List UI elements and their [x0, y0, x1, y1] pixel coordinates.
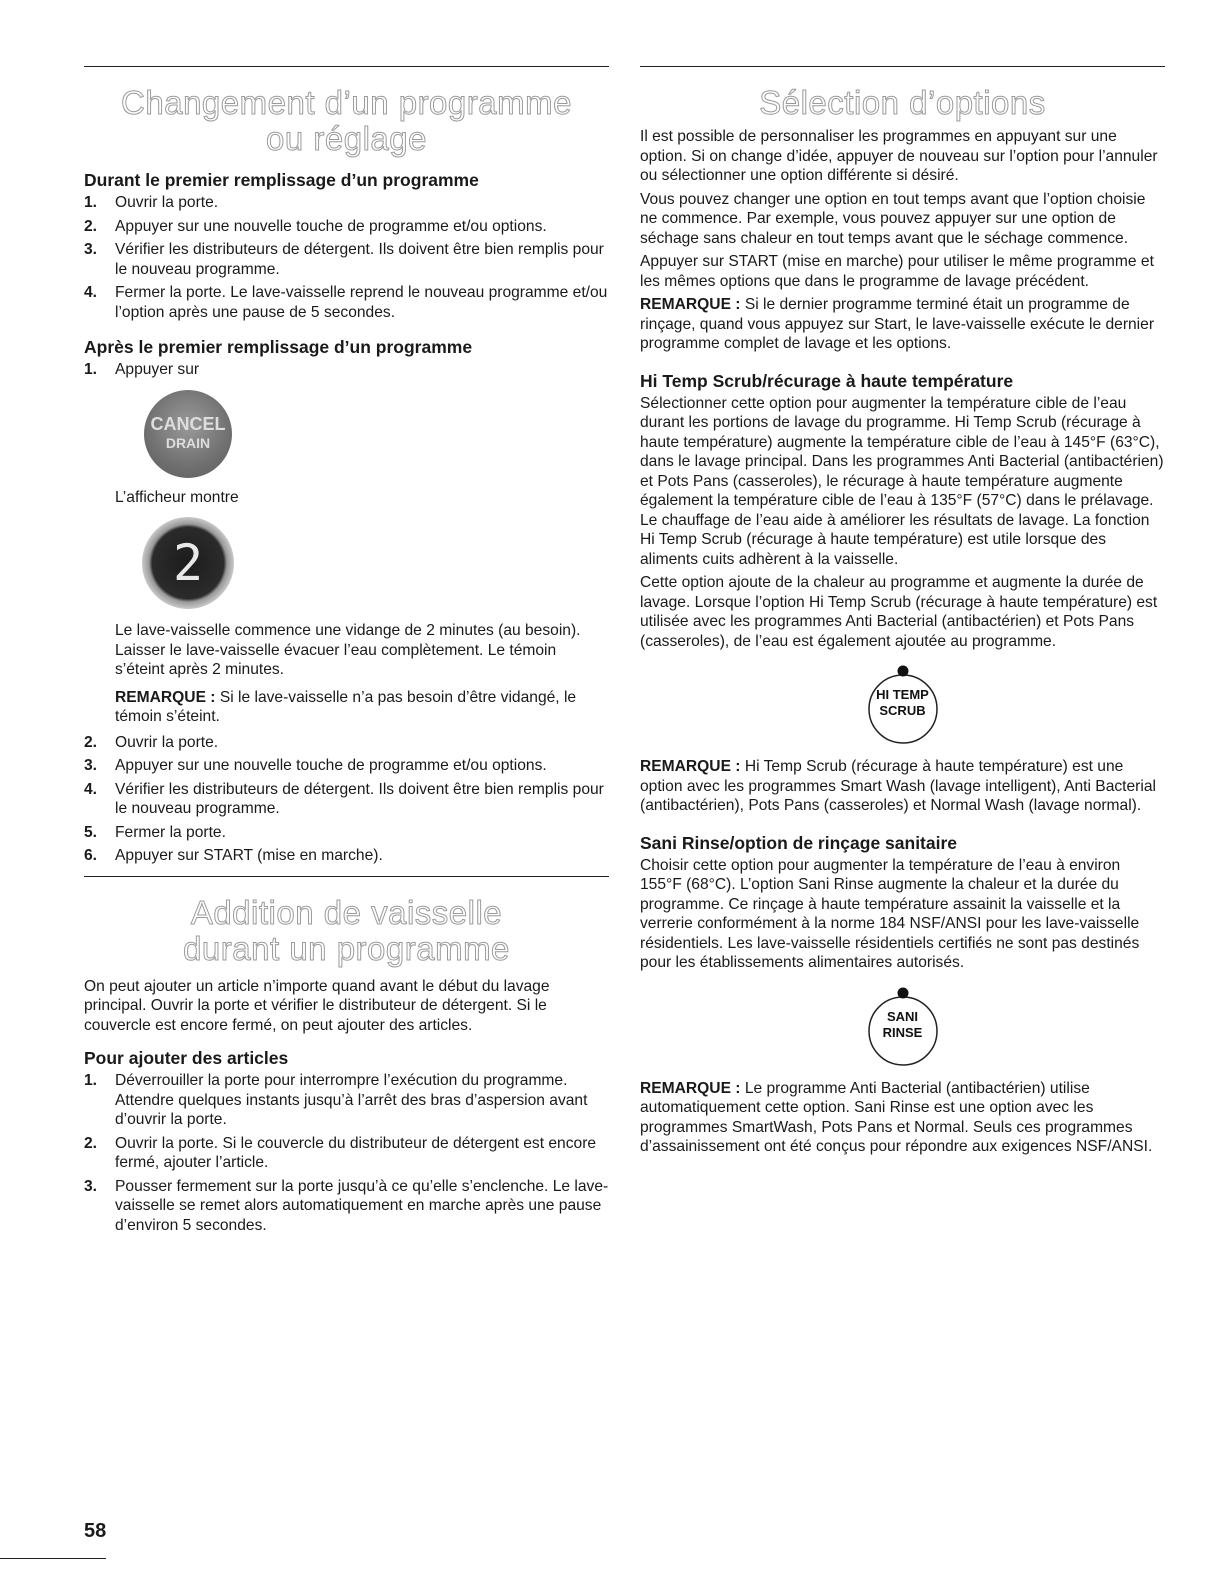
step-text: Ouvrir la porte.	[115, 733, 219, 751]
steps-list-after-start	[84, 360, 609, 380]
list-item	[84, 193, 609, 213]
list-item	[84, 240, 609, 279]
list-item	[84, 1071, 609, 1130]
page-number: 58	[84, 1520, 107, 1542]
heading-add-items: Pour ajouter des articles	[84, 1048, 289, 1068]
list-item	[84, 823, 609, 843]
step-text: Vérifier les distributeurs de détergent. Ils doivent être bien remplis pour le nouveau programme.	[115, 241, 604, 278]
list-item	[84, 756, 609, 776]
add-dishes-intro: On peut ajouter un article n’importe quand avant le début du lavage principal. Ouvrir la porte et vérifier le distributeur de détergent. Si le couvercle est encore fermé, on peut ajouter des articles.	[84, 977, 550, 1034]
list-item	[84, 846, 609, 866]
step-number: 1.	[84, 194, 98, 211]
title-line-2: durant un programme	[183, 929, 510, 967]
drain-label: DRAIN	[165, 434, 211, 451]
step-number: 1.	[84, 1072, 98, 1089]
list-item	[84, 733, 609, 753]
sani-label: SANI	[886, 1008, 919, 1024]
scrub-label: SCRUB	[879, 703, 926, 718]
list-item	[84, 360, 609, 380]
hi-temp-paragraph-2: Cette option ajoute de la chaleur au programme et augmente la durée de lavage. Lorsque l’option Hi Temp Scrub (récurage à haute température) est utilisée avec les programmes Anti Bacterial (antibactérien) et Pots Pans (casseroles), de l’eau est également ajoutée au programme.	[640, 574, 1158, 650]
remark-label: REMARQUE :	[115, 688, 216, 706]
display-shows-text: L’afficheur montre	[115, 488, 239, 506]
sani-rinse-paragraph: Choisir cette option pour augmenter la température de l’eau à environ 155°F (68°C). L’option Sani Rinse augmente la chaleur et la durée du programme. Ce rinçage à haute température assainit la vaisselle et la verrerie conformément à la norme 184 NSF/ANSI pour les lave-vaisselle résidentiels. Les lave-vaisselle résidentiels certifiés ne sont pas destinés pour les établissements alimentaires autorisés.	[640, 856, 1140, 971]
options-paragraph-2: Vous pouvez changer une option en tout temps avant que l’option choisie ne commence. Par exemple, vous pouvez appuyer sur une option de séchage sans chaleur en tout temps avant que le séchage commence.	[640, 190, 1146, 247]
step-number: 2.	[84, 733, 98, 751]
step-number: 6.	[84, 847, 98, 864]
step-number: 4.	[84, 780, 98, 798]
hi-temp-paragraph-1: Sélectionner cette option pour augmenter la température cible de l’eau durant les portions de lavage du programme. Hi Temp Scrub (récurage à haute température) augmente la température cible de l’eau à 145°F (63°C), dans le lavage principal. Dans les programmes Anti Bacterial (antibactérien) et Pots Pans (casseroles), le récurage à haute température augmente également la température cible de l’eau à 135°F (57°C) dans le prélavage. Le chauffage de l’eau aide à améliorer les résultats de lavage. La fonction Hi Temp Scrub (récurage à haute température) est utile lorsque des aliments cuits adhèrent à la vaisselle.	[640, 394, 1164, 568]
title-line-1: Addition de vaisselle	[190, 893, 503, 931]
remark-label: REMARQUE :	[640, 296, 741, 313]
step-text: Appuyer sur une nouvelle touche de programme et/ou options.	[115, 217, 547, 235]
step-text: Fermer la porte. Le lave-vaisselle reprend le nouveau programme et/ou l’option après une pause de 5 secondes.	[115, 284, 608, 321]
list-item	[84, 780, 609, 819]
hi-temp-label: HI TEMP	[876, 687, 929, 702]
step-text: Appuyer sur	[115, 361, 200, 378]
remark-text: Hi Temp Scrub (récurage à haute température) est une option avec les programmes Smart Wash (lavage intelligent), Anti Bacterial (antibactérien), Pots Pans (casseroles) et Normal Wash (lavage normal).	[640, 758, 1156, 814]
rinse-label: RINSE	[882, 1024, 923, 1040]
list-item	[84, 283, 609, 322]
divider-rule-left	[84, 876, 609, 877]
list-item	[84, 1134, 609, 1173]
hi-temp-scrub-button-icon	[862, 665, 944, 747]
list-item	[84, 217, 609, 237]
display-digit: 2	[172, 534, 204, 592]
step-text: Ouvrir la porte. Si le couvercle du distributeur de détergent est encore fermé, ajouter l’article.	[115, 1134, 597, 1171]
remark-drain	[84, 688, 609, 727]
list-item	[84, 1177, 609, 1236]
left-column	[84, 66, 609, 1239]
remark-text: Si le lave-vaisselle n’a pas besoin d’être vidangé, le témoin s’éteint.	[115, 688, 577, 725]
step-number: 3.	[84, 241, 98, 258]
remark-sani-rinse	[640, 1079, 1165, 1157]
top-rule-right	[640, 66, 1165, 67]
drain-description: Le lave-vaisselle commence une vidange de 2 minutes (au besoin). Laisser le lave-vaisselle évacuer l’eau complètement. Le témoin s’éteint après 2 minutes.	[115, 622, 581, 678]
remark-hi-temp	[640, 757, 1165, 816]
steps-list-after	[84, 733, 609, 866]
title-line-1: Changement d’un programme	[121, 84, 572, 121]
cancel-label: CANCEL	[150, 413, 226, 434]
sani-rinse-button-icon	[862, 987, 944, 1069]
step-number: 5.	[84, 823, 98, 841]
steps-list-add	[84, 1071, 609, 1235]
remark-label: REMARQUE :	[640, 1079, 741, 1097]
step-text: Pousser fermement sur la porte jusqu’à ce qu’elle s’enclenche. Le lave-vaisselle se remet alors automatiquement en marche après une pause d’environ 5 secondes.	[115, 1177, 609, 1234]
heading-first-fill-after: Après le premier remplissage d’un programme	[84, 337, 473, 357]
step-number: 1.	[84, 361, 98, 378]
remark-text: Si le dernier programme terminé était un programme de rinçage, quand vous appuyez sur Start, le lave-vaisselle exécute le dernier programme complet de lavage et les options.	[640, 296, 1155, 352]
digit-display-icon	[142, 517, 234, 609]
options-paragraph-3: Appuyer sur START (mise en marche) pour utiliser le même programme et les mêmes options que dans le programme de lavage précédent.	[640, 253, 1154, 290]
remark-last-program	[640, 295, 1165, 354]
step-number: 2.	[84, 1134, 98, 1152]
step-text: Appuyer sur START (mise en marche).	[115, 847, 383, 864]
step-text: Déverrouiller la porte pour interrompre l’exécution du programme. Attendre quelques instants jusqu’à l’arrêt des bras d’aspersion avant d’ouvrir la porte.	[115, 1072, 588, 1128]
heading-sani-rinse: Sani Rinse/option de rinçage sanitaire	[640, 832, 958, 853]
footer-rule	[0, 1558, 106, 1559]
step-number: 4.	[84, 284, 98, 301]
remark-text: Le programme Anti Bacterial (antibactérien) utilise automatiquement cette option. Sani Rinse est une option avec les programmes SmartWash, Pots Pans et Normal. Seuls ces programmes d’assainissement ont été conçus pour répondre aux exigences NSF/ANSI.	[640, 1079, 1153, 1155]
step-number: 3.	[84, 757, 98, 774]
top-rule-left	[84, 66, 609, 67]
step-number: 2.	[84, 217, 98, 235]
step-number: 3.	[84, 1177, 98, 1195]
heading-first-fill-during: Durant le premier remplissage d’un programme	[84, 170, 479, 190]
steps-list-during	[84, 193, 609, 322]
right-column	[640, 66, 1165, 1161]
cancel-drain-button-icon	[144, 390, 232, 478]
step-text: Appuyer sur une nouvelle touche de programme et/ou options.	[115, 757, 547, 774]
section-title-change-program	[84, 85, 609, 157]
heading-hi-temp-scrub: Hi Temp Scrub/récurage à haute température	[640, 370, 1014, 391]
title-line-2: ou réglage	[266, 120, 427, 157]
step-text: Fermer la porte.	[115, 823, 226, 841]
step-text: Ouvrir la porte.	[115, 194, 219, 211]
options-paragraph-1: Il est possible de personnaliser les programmes en appuyant sur une option. Si on change d’idée, appuyer de nouveau sur l’option pour l’annuler ou sélectionner une option différente si désiré.	[640, 128, 1158, 184]
remark-label: REMARQUE :	[640, 758, 741, 775]
step-text: Vérifier les distributeurs de détergent. Ils doivent être bien remplis pour le nouveau programme.	[115, 780, 604, 817]
section-title-add-dishes	[84, 895, 609, 967]
section-title-options: Sélection d’options	[759, 84, 1046, 121]
